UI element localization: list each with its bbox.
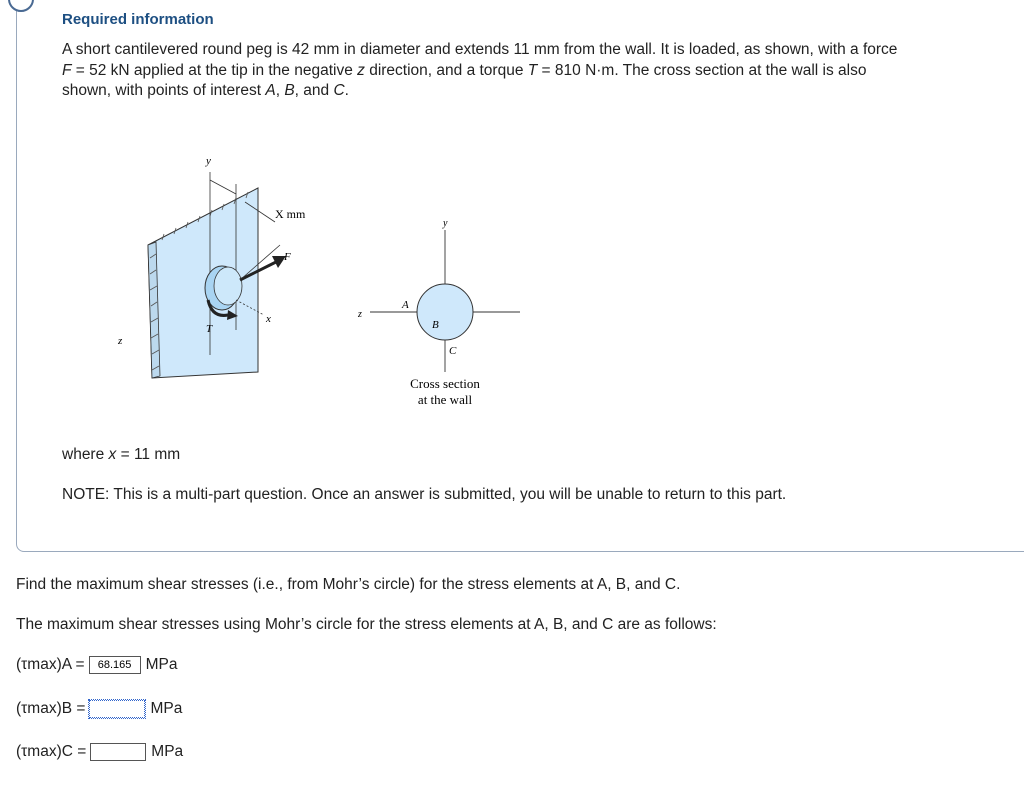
answer-label-B: (τmax)B = [16, 700, 86, 717]
answer-input-A[interactable] [89, 656, 141, 674]
caption-line2: at the wall [417, 392, 473, 407]
var-F: F [62, 61, 72, 79]
answer-row-A [16, 656, 177, 674]
answer-unit-A: MPa [145, 656, 178, 673]
answer-label-C: (τmax)C = [16, 743, 87, 760]
label-T: T [206, 323, 213, 335]
answer-unit-C: MPa [151, 743, 184, 760]
caption-line1: Cross section [410, 376, 480, 391]
problem-line2b: direction, and a torque [369, 61, 524, 79]
answer-label-A: (τmax)A = [16, 656, 85, 673]
where-prefix: where [62, 446, 105, 463]
var-T: T [527, 61, 538, 79]
answer-row-B [16, 700, 182, 718]
answer-unit-B: MPa [150, 700, 183, 717]
question-text: Find the maximum shear stresses (i.e., from Mohr’s circle) for the stress elements at A, B, and C. [16, 576, 681, 593]
problem-line3: shown, with points of interest [62, 82, 262, 99]
wall-diagram [117, 155, 306, 378]
cross-section-diagram [357, 218, 520, 407]
answer-input-C[interactable] [90, 743, 146, 761]
answer-input-B[interactable] [89, 700, 145, 718]
where-value: = 11 mm [120, 446, 181, 463]
label-y-left: y [206, 155, 211, 167]
period: . [344, 82, 349, 99]
point-A: A [265, 82, 276, 99]
label-A: A [402, 299, 409, 311]
var-z: z [357, 61, 365, 79]
explanation-text: The maximum shear stresses using Mohr’s circle for the stress elements at A, B, and C are as follows: [16, 616, 717, 633]
answer-row-C [16, 743, 183, 761]
point-B: B [284, 82, 295, 99]
label-z-left: z [118, 335, 123, 347]
label-y-right: y [443, 218, 448, 229]
label-x-axis: x [266, 313, 271, 325]
label-F: F [284, 251, 291, 263]
cantilever-figure [100, 150, 540, 420]
problem-line1: A short cantilevered round peg is 42 mm in diameter and extends 11 mm from the wall. It is loaded, as shown, with a force [62, 41, 898, 58]
where-statement [62, 446, 180, 464]
problem-line2c: = 810 N·m. The cross section at the wall is also [541, 61, 867, 79]
label-C: C [449, 345, 457, 357]
problem-statement: A short cantilevered round peg is 42 mm in diameter and extends 11 mm from the wall. It is loaded, as shown, with a force F = 52 kN applied at the tip in the negative z direction, and a torque T = 810 N·m. The cross section at the wall is also shown, with points of interest A, B, and C. [62, 41, 898, 99]
label-x-mm: X mm [275, 207, 306, 221]
where-var: x [108, 446, 117, 463]
problem-line2a: = 52 kN applied at the tip in the negative [75, 61, 353, 79]
note-text: NOTE: This is a multi-part question. Once an answer is submitted, you will be unable to return to this part. [62, 486, 787, 503]
label-B: B [432, 319, 439, 331]
and-text: and [303, 82, 330, 99]
label-z-right: z [358, 309, 362, 320]
required-information-title: Required information [62, 11, 214, 28]
point-C: C [333, 82, 345, 99]
